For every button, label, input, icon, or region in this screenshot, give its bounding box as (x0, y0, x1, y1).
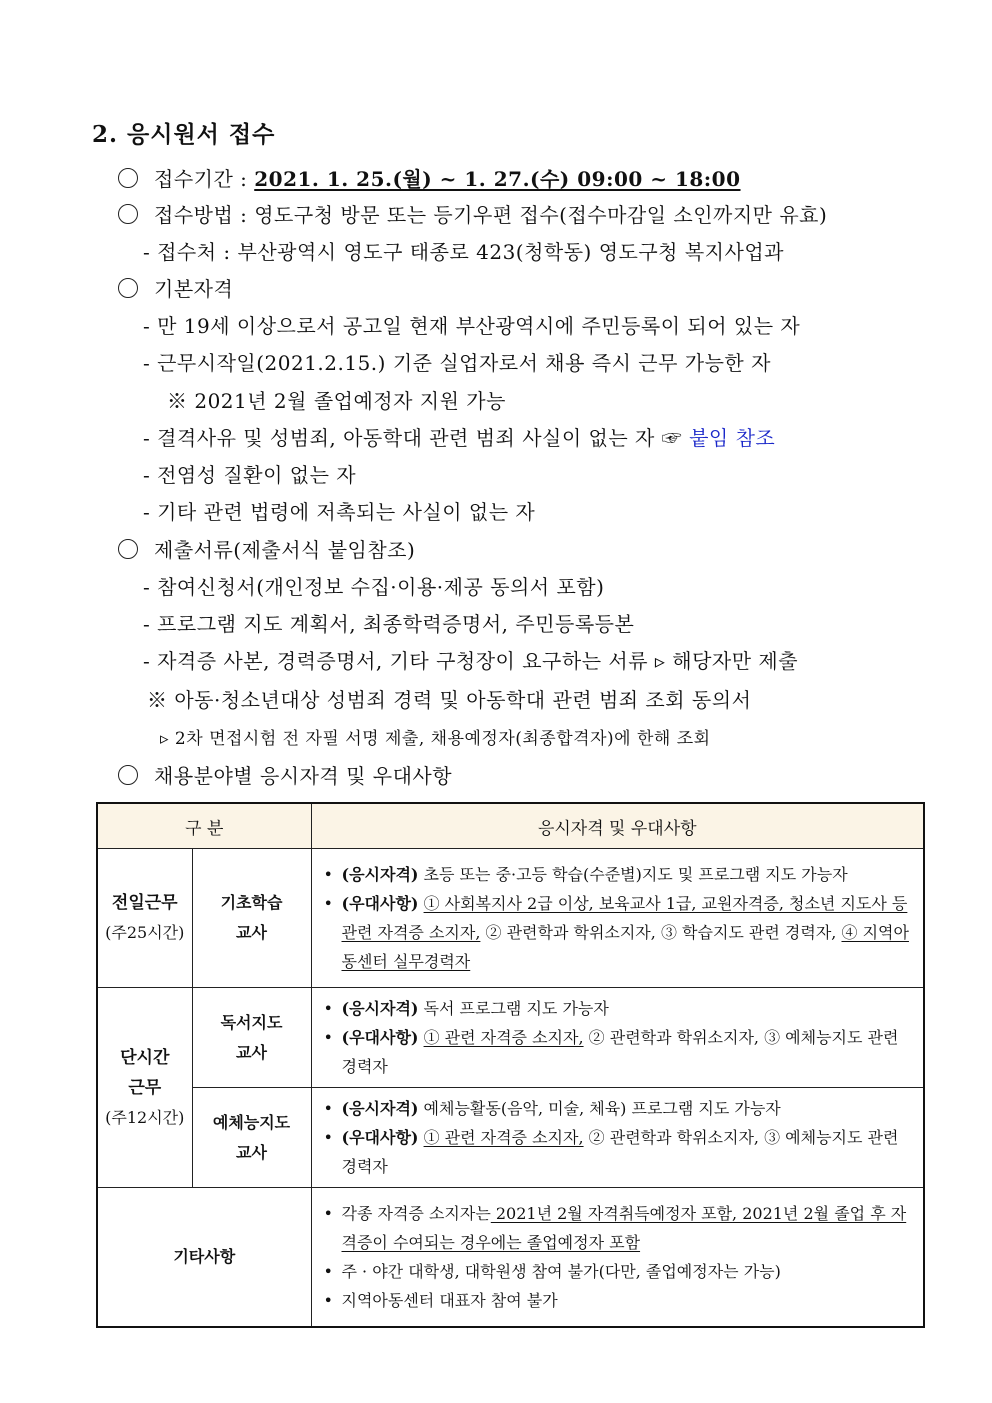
preference-text: ② 관련학과 학위소지자, ③ 학습지도 관련 경력자, (480, 923, 837, 942)
requirement-label: (응시자격) (341, 999, 419, 1018)
docs-subnote: ▹ 2차 면접시험 전 자필 서명 제출, 채용예정자(최종합격자)에 한해 조회 (160, 729, 711, 749)
method-line (118, 199, 827, 228)
sub-label-line: 독서지도 (220, 1012, 283, 1032)
requirement-row (320, 1094, 916, 1123)
etc-item: • 지역아동센터 대표자 참여 불가 (320, 1286, 916, 1315)
part-time-hours: (주12시간) (105, 1107, 185, 1127)
circle-bullet-icon (118, 278, 138, 298)
requirement-text: 초등 또는 중·고등 학습(수준별)지도 및 프로그램 지도 가능자 (418, 865, 848, 884)
basic-title: 기본자격 (154, 277, 234, 301)
qualification-table (96, 802, 925, 1328)
preference-underlined: ① 관련 자격증 소지자, (423, 1128, 584, 1147)
basic-item: - 만 19세 이상으로서 공고일 현재 부산광역시에 주민등록이 되어 있는 자 (143, 314, 801, 338)
preference-text: ② 관련학과 학위소지자, ③ 예체능지도 관련 경력자 (341, 1128, 899, 1176)
docs-title-line (118, 534, 415, 563)
docs-item: - 프로그램 지도 계획서, 최종학력증명서, 주민등록등본 (143, 612, 635, 636)
requirement-row (320, 994, 916, 1023)
sub-label-line: 기초학습 (220, 893, 283, 912)
basic-item: - 근무시작일(2021.2.15.) 기준 실업자로서 채용 즉시 근무 가능한 자 (143, 351, 771, 375)
etc-item: • 주 · 야간 대학생, 대학원생 참여 불가(다만, 졸업예정자는 가능) (320, 1257, 916, 1286)
basic-item: - 전염성 질환이 없는 자 (143, 463, 357, 487)
full-time-label: 전일근무 (111, 893, 178, 913)
preference-label: (우대사항) (341, 1128, 419, 1147)
sub-label-line: 교사 (236, 1042, 267, 1062)
part-time-label: 근무 (128, 1077, 162, 1098)
reading-teacher (192, 988, 311, 1088)
preference-underlined: ① 사회복지사 2급 이상, 보육교사 1급, 교원자격증, 청소년 지도사 등 관련 자격증 소지자, (341, 894, 908, 942)
preference-row (320, 1123, 916, 1181)
period-line (118, 163, 741, 192)
table-header-qualification: 응시자격 및 우대사항 (311, 803, 924, 849)
sub-label-line: 교사 (236, 923, 267, 942)
preference-row (320, 1023, 916, 1081)
circle-bullet-icon (118, 765, 138, 785)
fields-title-line (118, 760, 452, 789)
table-header-category: 구 분 (97, 803, 311, 849)
part-time-label: 단시간 (120, 1047, 170, 1068)
circle-bullet-icon (118, 168, 138, 188)
reading-description (311, 988, 924, 1088)
docs-title: 제출서류(제출서식 붙임참조) (154, 538, 416, 562)
docs-item: - 참여신청서(개인정보 수집·이용·제공 동의서 포함) (143, 575, 605, 599)
requirement-row (320, 860, 916, 889)
arts-teacher (192, 1088, 311, 1188)
basic-item-text: - 결격사유 및 성범죄, 아동학대 관련 범죄 사실이 없는 자 ☞ (143, 426, 690, 450)
preference-row (320, 889, 916, 976)
period-label: 접수기간 : (154, 167, 255, 191)
section-title: 2. 응시원서 접수 (92, 121, 276, 148)
period-value: 2021. 1. 25.(월) ~ 1. 27.(수) 09:00 ~ 18:00 (254, 167, 741, 191)
etc-item (320, 1199, 916, 1257)
full-time-description (311, 849, 924, 988)
requirement-text: 독서 프로그램 지도 가능자 (418, 999, 609, 1018)
basic-learning-teacher (192, 849, 311, 988)
sub-label-line: 교사 (236, 1142, 267, 1162)
preference-text: ② 관련학과 학위소지자, ③ 예체능지도 관련 경력자 (341, 1028, 899, 1076)
requirement-label: (응시자격) (341, 865, 419, 884)
etc-item-text: 각종 자격증 소지자는 (341, 1203, 491, 1223)
full-time-hours: (주25시간) (105, 923, 185, 942)
requirement-text: 예체능활동(음악, 미술, 체육) 프로그램 지도 가능자 (418, 1099, 781, 1118)
circle-bullet-icon (118, 204, 138, 224)
basic-item: - 기타 관련 법령에 저촉되는 사실이 없는 자 (143, 500, 536, 524)
circle-bullet-icon (118, 539, 138, 559)
requirement-label: (응시자격) (341, 1099, 419, 1118)
preference-underlined: ① 관련 자격증 소지자, (423, 1028, 584, 1047)
etc-label: 기타사항 (97, 1188, 311, 1327)
method-text: 접수방법 : 영도구청 방문 또는 등기우편 접수(접수마감일 소인까지만 유효) (154, 203, 828, 227)
attachment-reference-link[interactable]: 붙임 참조 (689, 426, 776, 450)
basic-note: ※ 2021년 2월 졸업예정자 지원 가능 (167, 389, 506, 413)
preference-label: (우대사항) (341, 1028, 419, 1047)
docs-note: ※ 아동·청소년대상 성범죄 경력 및 아동학대 관련 범죄 조회 동의서 (147, 688, 752, 712)
docs-item: - 자격증 사본, 경력증명서, 기타 구청장이 요구하는 서류 ▹ 해당자만 제출 (143, 649, 799, 673)
full-time-category (97, 849, 192, 988)
etc-item-underlined: 2021년 2월 자격취득예정자 포함, 2021년 2월 졸업 후 자격증이 수여되는 경우에는 졸업예정자 포함 (341, 1203, 907, 1252)
arts-description (311, 1088, 924, 1188)
part-time-category (97, 988, 192, 1188)
preference-label: (우대사항) (341, 894, 419, 913)
fields-title: 채용분야별 응시자격 및 우대사항 (154, 764, 453, 788)
sub-label-line: 예체능지도 (212, 1112, 291, 1132)
method-place: - 접수처 : 부산광역시 영도구 태종로 423(청학동) 영도구청 복지사업과 (143, 240, 784, 264)
basic-item (143, 422, 775, 451)
basic-title-line (118, 273, 233, 302)
preference-underlined: ④ 지역아동센터 실무경력자 (341, 923, 909, 971)
etc-description (311, 1188, 924, 1327)
